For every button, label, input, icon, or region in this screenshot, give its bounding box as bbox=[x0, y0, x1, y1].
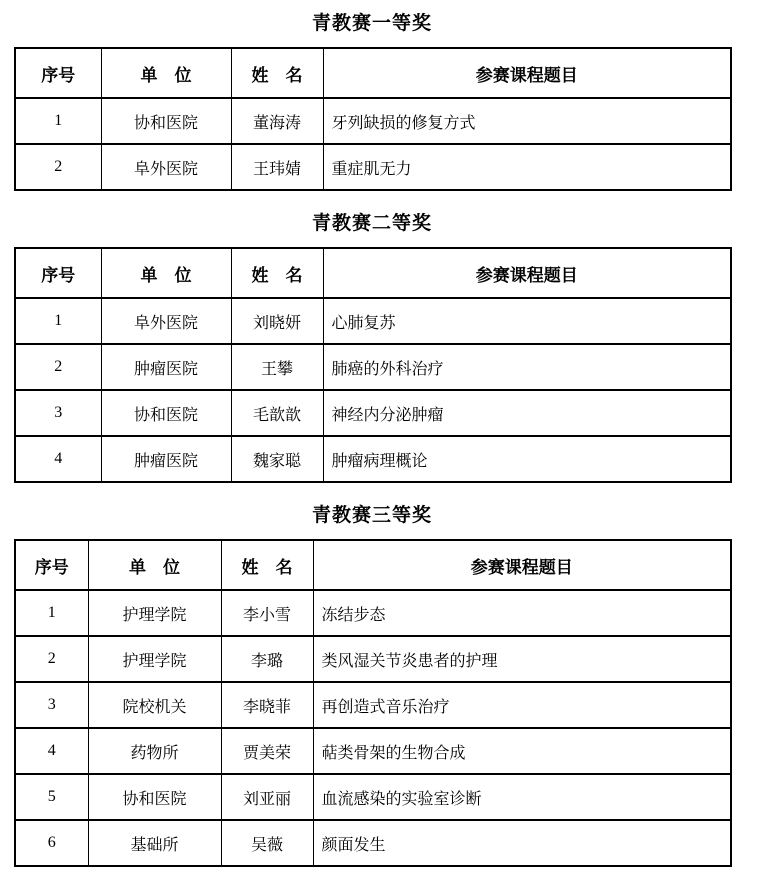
col-header-index: 序号 bbox=[15, 540, 88, 590]
first-prize-table bbox=[14, 47, 732, 191]
col-header-index: 序号 bbox=[15, 48, 101, 98]
col-header-name: 姓 名 bbox=[231, 248, 323, 298]
cell-topic: 心肺复苏 bbox=[323, 298, 731, 344]
third-prize-table bbox=[14, 539, 732, 867]
cell-topic: 重症肌无力 bbox=[323, 144, 731, 190]
table-row bbox=[15, 820, 731, 866]
section-title-first-prize: 青教赛一等奖 bbox=[311, 13, 432, 34]
cell-index: 2 bbox=[15, 344, 101, 390]
cell-unit: 阜外医院 bbox=[101, 298, 231, 344]
cell-name: 王玮婧 bbox=[231, 144, 323, 190]
cell-index: 6 bbox=[15, 820, 88, 866]
cell-unit: 协和医院 bbox=[101, 98, 231, 144]
cell-topic: 神经内分泌肿瘤 bbox=[323, 390, 731, 436]
cell-name: 刘亚丽 bbox=[221, 774, 313, 820]
second-prize-table bbox=[14, 247, 732, 483]
table-row bbox=[15, 682, 731, 728]
table-row bbox=[15, 344, 731, 390]
section-third-prize bbox=[14, 500, 757, 867]
cell-unit: 肿瘤医院 bbox=[101, 436, 231, 482]
cell-name: 王攀 bbox=[231, 344, 323, 390]
header-row bbox=[15, 248, 731, 298]
cell-name: 毛歆歆 bbox=[231, 390, 323, 436]
cell-unit: 药物所 bbox=[88, 728, 221, 774]
table-row bbox=[15, 298, 731, 344]
header-row bbox=[15, 48, 731, 98]
cell-index: 2 bbox=[15, 636, 88, 682]
cell-name: 魏家聪 bbox=[231, 436, 323, 482]
section-second-prize bbox=[14, 208, 757, 483]
cell-unit: 协和医院 bbox=[88, 774, 221, 820]
cell-topic: 肺癌的外科治疗 bbox=[323, 344, 731, 390]
cell-topic: 牙列缺损的修复方式 bbox=[323, 98, 731, 144]
cell-topic: 类风湿关节炎患者的护理 bbox=[313, 636, 731, 682]
cell-topic: 颜面发生 bbox=[313, 820, 731, 866]
col-header-topic: 参赛课程题目 bbox=[323, 48, 731, 98]
cell-unit: 护理学院 bbox=[88, 636, 221, 682]
header-row bbox=[15, 540, 731, 590]
cell-topic: 肿瘤病理概论 bbox=[323, 436, 731, 482]
cell-index: 2 bbox=[15, 144, 101, 190]
section-title-second-prize: 青教赛二等奖 bbox=[311, 213, 432, 234]
col-header-name: 姓 名 bbox=[221, 540, 313, 590]
cell-name: 刘晓妍 bbox=[231, 298, 323, 344]
table-row bbox=[15, 436, 731, 482]
cell-topic: 萜类骨架的生物合成 bbox=[313, 728, 731, 774]
table-row bbox=[15, 590, 731, 636]
cell-index: 3 bbox=[15, 682, 88, 728]
cell-index: 4 bbox=[15, 728, 88, 774]
cell-name: 李小雪 bbox=[221, 590, 313, 636]
cell-name: 董海涛 bbox=[231, 98, 323, 144]
cell-index: 3 bbox=[15, 390, 101, 436]
cell-name: 贾美荣 bbox=[221, 728, 313, 774]
cell-index: 4 bbox=[15, 436, 101, 482]
cell-topic: 冻结步态 bbox=[313, 590, 731, 636]
cell-unit: 阜外医院 bbox=[101, 144, 231, 190]
cell-name: 李晓菲 bbox=[221, 682, 313, 728]
col-header-unit: 单 位 bbox=[101, 248, 231, 298]
section-first-prize bbox=[14, 8, 757, 191]
cell-unit: 协和医院 bbox=[101, 390, 231, 436]
cell-name: 吴薇 bbox=[221, 820, 313, 866]
cell-unit: 护理学院 bbox=[88, 590, 221, 636]
cell-index: 1 bbox=[15, 298, 101, 344]
cell-topic: 血流感染的实验室诊断 bbox=[313, 774, 731, 820]
col-header-unit: 单 位 bbox=[88, 540, 221, 590]
table-row bbox=[15, 728, 731, 774]
cell-topic: 再创造式音乐治疗 bbox=[313, 682, 731, 728]
table-row bbox=[15, 144, 731, 190]
col-header-index: 序号 bbox=[15, 248, 101, 298]
section-title-third-prize: 青教赛三等奖 bbox=[311, 505, 432, 526]
col-header-unit: 单 位 bbox=[101, 48, 231, 98]
cell-unit: 基础所 bbox=[88, 820, 221, 866]
table-row bbox=[15, 98, 731, 144]
cell-name: 李璐 bbox=[221, 636, 313, 682]
col-header-name: 姓 名 bbox=[231, 48, 323, 98]
cell-index: 1 bbox=[15, 590, 88, 636]
cell-unit: 肿瘤医院 bbox=[101, 344, 231, 390]
cell-index: 5 bbox=[15, 774, 88, 820]
table-row bbox=[15, 390, 731, 436]
table-row bbox=[15, 636, 731, 682]
col-header-topic: 参赛课程题目 bbox=[323, 248, 731, 298]
cell-unit: 院校机关 bbox=[88, 682, 221, 728]
col-header-topic: 参赛课程题目 bbox=[313, 540, 731, 590]
table-row bbox=[15, 774, 731, 820]
cell-index: 1 bbox=[15, 98, 101, 144]
